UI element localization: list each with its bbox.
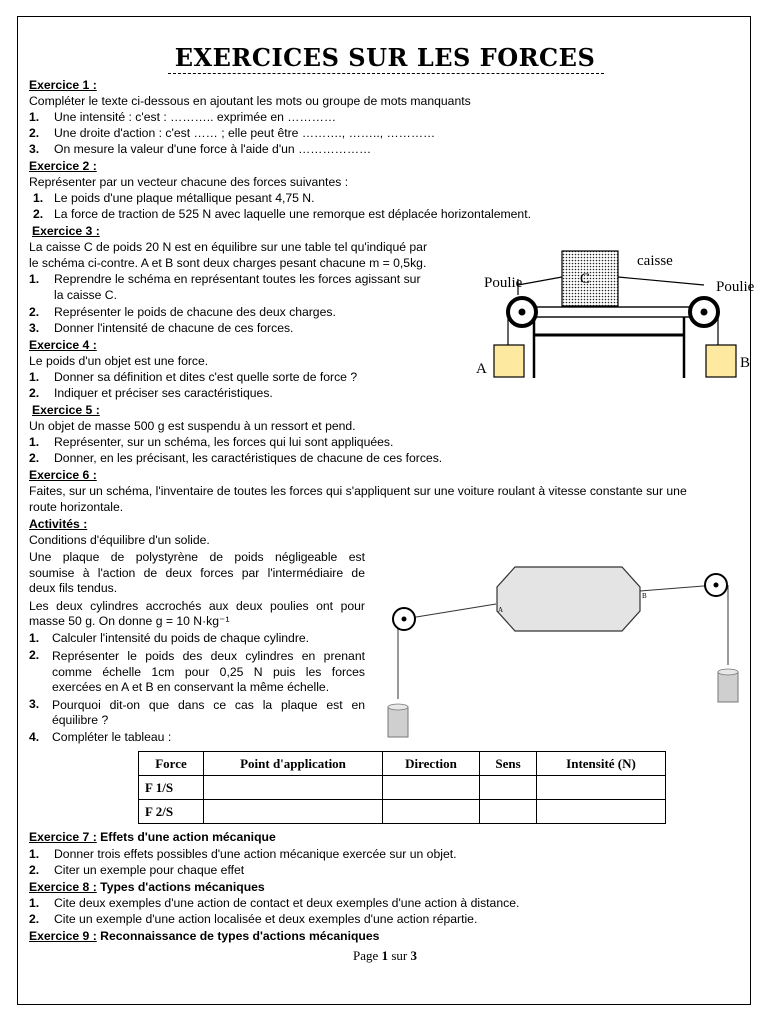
activites-item: Calculer l'intensité du poids de chaque cylindre. xyxy=(52,631,310,645)
ex2-item: Le poids d'une plaque métallique pesant 4,75 N. xyxy=(54,191,315,205)
ex3-heading: Exercice 3 : xyxy=(32,224,100,238)
ex2-item: La force de traction de 525 N avec laquelle une remorque est déplacée horizontalement. xyxy=(54,207,531,221)
ex7-topic: Effets d'une action mécanique xyxy=(96,830,276,844)
list-number: 1. xyxy=(33,191,44,205)
ex9-topic: Reconnaissance de types d'actions mécaniques xyxy=(96,929,380,943)
label-poulie-left: Poulie xyxy=(484,275,523,291)
ex3-item: Représenter le poids de chacune des deux charges. xyxy=(54,305,336,319)
footer-sur-word: sur xyxy=(391,948,408,963)
list-number: 2. xyxy=(29,305,40,319)
ex3-figure-table-pulleys xyxy=(454,235,755,385)
page-title: EXERCICES SUR LES FORCES xyxy=(174,43,596,72)
table-cell-empty[interactable] xyxy=(204,800,383,824)
list-number: 2. xyxy=(29,863,40,877)
ex7-item: Citer un exemple pour chaque effet xyxy=(54,863,245,877)
ex8-heading: Exercice 8 : xyxy=(29,880,97,894)
ex8-item: Cite deux exemples d'une action de contact et deux exemples d'une action à distance. xyxy=(54,896,520,910)
table-cell-empty[interactable] xyxy=(537,800,666,824)
table-row xyxy=(139,800,666,824)
label-b: B xyxy=(642,592,647,600)
ex1-intro: Compléter le texte ci-dessous en ajoutant les mots ou groupe de mots manquants xyxy=(29,94,471,108)
footer-total-pages: 3 xyxy=(410,948,417,963)
ex1-item: Une droite d'action : c'est …… ; elle peut être ………., …….., ………… xyxy=(54,126,436,140)
list-number: 3. xyxy=(29,697,40,711)
ex3-intro-line: La caisse C de poids 20 N est en équilibre sur une table tel qu'indiqué par xyxy=(29,240,427,254)
activites-item: Compléter le tableau : xyxy=(52,730,172,744)
activites-para-line: Une plaque de polystyrène de poids négligeable est xyxy=(29,550,365,564)
ex8-heading-line xyxy=(29,880,265,895)
activites-figure-plate-pulleys xyxy=(376,547,748,727)
activites-para-line: masse 50 g. On donne g = 10 N·kg⁻¹ xyxy=(29,614,230,628)
list-number: 1. xyxy=(29,896,40,910)
ex2-heading: Exercice 2 : xyxy=(29,159,97,173)
label-a: A xyxy=(476,361,487,377)
charge-b xyxy=(706,345,736,377)
activites-heading: Activités : xyxy=(29,517,88,531)
ex6-heading: Exercice 6 : xyxy=(29,468,97,482)
ex4-intro: Le poids d'un objet est une force. xyxy=(29,354,209,368)
activites-para-line: soumise à l'action de deux forces par l'intermédiaire de xyxy=(29,566,365,580)
ex4-item: Donner sa définition et dites c'est quelle sorte de force ? xyxy=(54,370,358,384)
table-cell-empty[interactable] xyxy=(480,800,537,824)
list-number: 1. xyxy=(29,631,40,645)
ex8-item: Cite un exemple d'une action localisée et deux exemples d'une action répartie. xyxy=(54,912,478,926)
table-cell-empty[interactable] xyxy=(383,776,480,800)
charge-a xyxy=(494,345,524,377)
cylinder-right xyxy=(718,672,738,702)
list-number: 1. xyxy=(29,272,40,286)
ex3-intro-line: le schéma ci-contre. A et B sont deux charges pesant chacune m = 0,5kg. xyxy=(29,256,427,270)
cylinder-left xyxy=(388,707,408,737)
list-number: 2. xyxy=(29,126,40,140)
activites-item: Représenter le poids des deux cylindres en prenant xyxy=(52,649,365,663)
ex8-topic: Types d'actions mécaniques xyxy=(96,880,265,894)
ex7-item: Donner trois effets possibles d'une action mécanique exercée sur un objet. xyxy=(54,847,457,861)
table-cell-force: F 1/S xyxy=(139,776,204,800)
document-page xyxy=(17,16,755,1005)
activites-item: équilibre ? xyxy=(52,713,109,727)
list-number: 1. xyxy=(29,847,40,861)
ex5-item: Représenter, sur un schéma, les forces qui lui sont appliquées. xyxy=(54,435,394,449)
ex3-item: la caisse C. xyxy=(54,288,117,302)
label-poulie-right: Poulie xyxy=(716,279,755,295)
activites-item: Pourquoi dit-on que dans ce cas la plaque est en xyxy=(52,698,365,712)
ex2-intro: Représenter par un vecteur chacune des forces suivantes : xyxy=(29,175,349,189)
list-number: 2. xyxy=(33,207,44,221)
activites-para-line: deux fils tendus. xyxy=(29,581,118,595)
ex1-item: On mesure la valeur d'une force à l'aide d'un ……………… xyxy=(54,142,372,156)
ex9-heading-line xyxy=(29,929,379,944)
table-top xyxy=(518,307,698,317)
footer-page-word: Page xyxy=(353,948,379,963)
label-caisse: caisse xyxy=(637,253,673,269)
table-row xyxy=(139,776,666,800)
list-number: 2. xyxy=(29,912,40,926)
label-a: A xyxy=(498,606,504,614)
ex4-item: Indiquer et préciser ses caractéristiques. xyxy=(54,386,273,400)
activites-para-line: Les deux cylindres accrochés aux deux poulies ont pour xyxy=(29,599,365,613)
ex5-item: Donner, en les précisant, les caractéristiques de chacune de ces forces. xyxy=(54,451,443,465)
list-number: 1. xyxy=(29,370,40,384)
ex7-heading: Exercice 7 : xyxy=(29,830,97,844)
page-footer xyxy=(18,948,752,964)
ex3-item: Reprendre le schéma en représentant toutes les forces agissant sur xyxy=(54,272,421,286)
list-number: 3. xyxy=(29,321,40,335)
table-header: Force xyxy=(139,752,204,776)
list-number: 4. xyxy=(29,730,40,744)
list-number: 2. xyxy=(29,648,40,662)
activites-item: comme échelle 1cm pour 0,25 N puis les forces xyxy=(52,665,365,679)
table-cell-force: F 2/S xyxy=(139,800,204,824)
list-number: 2. xyxy=(29,386,40,400)
forces-table xyxy=(138,751,666,824)
title-underline xyxy=(168,73,604,74)
table-header: Direction xyxy=(383,752,480,776)
table-header-row xyxy=(139,752,666,776)
table-cell-empty[interactable] xyxy=(480,776,537,800)
ex7-heading-line xyxy=(29,830,276,845)
ex1-heading: Exercice 1 : xyxy=(29,78,97,92)
label-c: C xyxy=(580,271,591,287)
ex5-intro: Un objet de masse 500 g est suspendu à un ressort et pend. xyxy=(29,419,356,433)
ex6-line: Faites, sur un schéma, l'inventaire de toutes les forces qui s'appliquent sur une voiture roulant à vitesse constante sur une xyxy=(29,484,687,498)
table-header: Sens xyxy=(480,752,537,776)
polystyrene-plate xyxy=(497,567,640,631)
footer-current-page: 1 xyxy=(381,948,389,963)
activites-item: exercées en A et B en conservant la même échelle. xyxy=(52,680,330,694)
table-cell-empty[interactable] xyxy=(204,776,383,800)
ex1-item: Une intensité : c'est : ……….. exprimée en ………… xyxy=(54,110,337,124)
table-header: Point d'application xyxy=(204,752,383,776)
label-b: B xyxy=(740,355,751,371)
list-number: 3. xyxy=(29,142,40,156)
activites-subtitle: Conditions d'équilibre d'un solide. xyxy=(29,533,210,547)
ex6-line: route horizontale. xyxy=(29,500,124,514)
list-number: 2. xyxy=(29,451,40,465)
table-cell-empty[interactable] xyxy=(383,800,480,824)
list-number: 1. xyxy=(29,435,40,449)
list-number: 1. xyxy=(29,110,40,124)
ex4-heading: Exercice 4 : xyxy=(29,338,97,352)
ex5-heading: Exercice 5 : xyxy=(32,403,100,417)
table-cell-empty[interactable] xyxy=(537,776,666,800)
table-header: Intensité (N) xyxy=(537,752,666,776)
ex3-item: Donner l'intensité de chacune de ces forces. xyxy=(54,321,294,335)
ex9-heading: Exercice 9 : xyxy=(29,929,97,943)
